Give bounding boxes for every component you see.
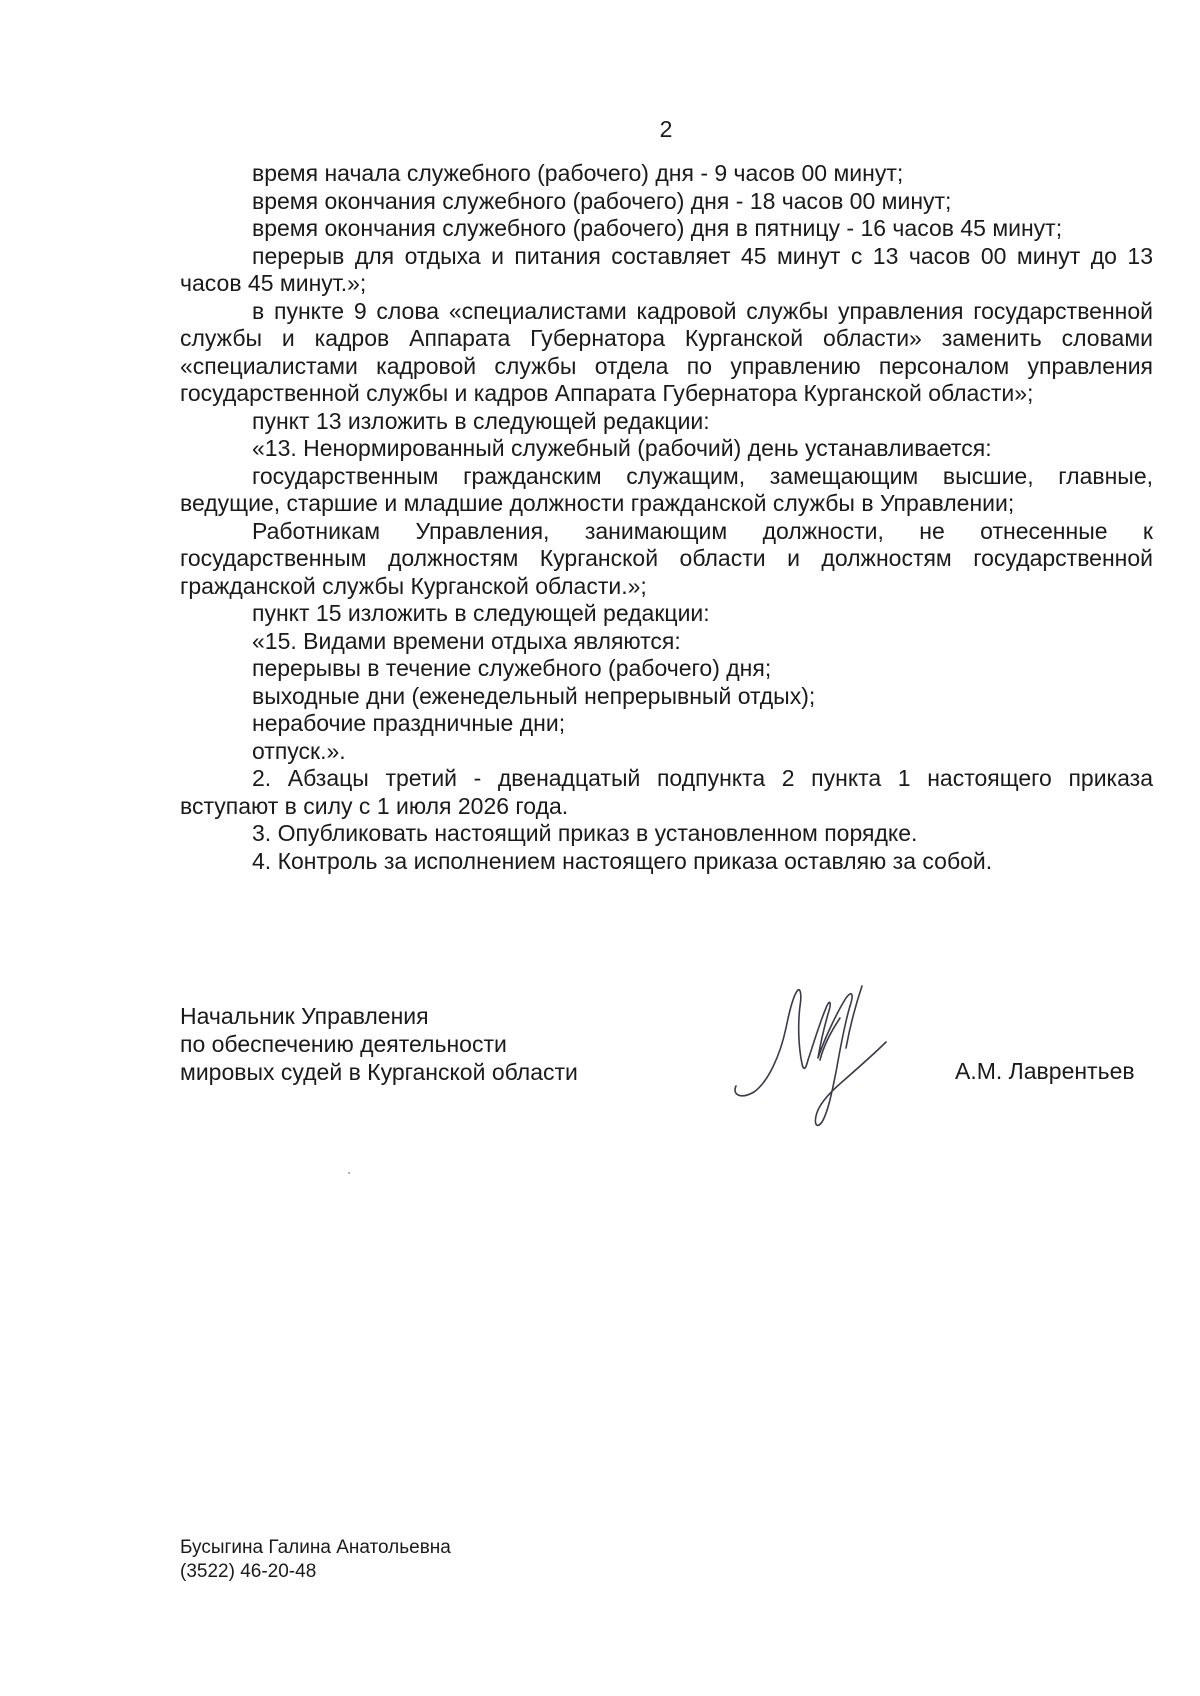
- paragraph: в пункте 9 слова «специалистами кадровой службы управления государственной службы и кадров Аппарата Губернатора Курганской области» заменить словами «специалистами кадровой службы отдела по управлению персоналом управления государственной службы и кадров Аппарата Губернатора Курганской области»;: [180, 297, 1153, 406]
- paragraph: пункт 15 изложить в следующей редакции:: [252, 600, 710, 626]
- paragraph: время окончания служебного (рабочего) дня в пятницу - 16 часов 45 минут;: [252, 215, 1063, 241]
- signatory-title-line: по обеспечению деятельности: [180, 1031, 507, 1057]
- scan-speck: [348, 1172, 350, 1174]
- paragraph: 4. Контроль за исполнением настоящего приказа оставляю за собой.: [252, 847, 993, 874]
- paragraph: нерабочие праздничные дни;: [252, 710, 566, 736]
- paragraph: время начала служебного (рабочего) дня - 9 часов 00 минут;: [252, 160, 904, 186]
- paragraph: отпуск.».: [252, 737, 346, 764]
- page-number: 2: [659, 116, 673, 142]
- paragraph: время окончания служебного (рабочего) дня - 18 часов 00 минут;: [252, 187, 952, 214]
- paragraph: Работникам Управления, занимающим должности, не отнесенные к государственным должностям Курганской области и должностям государственной гражданской службы Курганской области.»;: [180, 517, 1153, 599]
- signatory-name: А.М. Лаврентьев: [955, 1058, 1135, 1084]
- signatory-title: [180, 1002, 578, 1086]
- paragraph: «15. Видами времени отдыха являются:: [252, 627, 681, 654]
- paragraph: государственным гражданским служащим, замещающим высшие, главные, ведущие, старшие и младшие должности гражданской службы в Управлении;: [180, 462, 1153, 516]
- paragraph: перерыв для отдыха и питания составляет 45 минут с 13 часов 00 минут до 13 часов 45 минут.»;: [180, 242, 1153, 296]
- handwritten-signature: [728, 968, 918, 1138]
- contact-block: [180, 1536, 451, 1584]
- paragraph: «13. Ненормированный служебный (рабочий) день устанавливается:: [252, 435, 992, 461]
- contact-name: Бусыгина Галина Анатольевна: [180, 1537, 451, 1558]
- contact-phone: (3522) 46-20-48: [180, 1561, 317, 1582]
- signatory-title-line: Начальник Управления: [180, 1003, 429, 1029]
- signatory-title-line: мировых судей в Курганской области: [180, 1059, 578, 1085]
- paragraph: выходные дни (еженедельный непрерывный отдых);: [252, 682, 816, 709]
- document-body: [180, 160, 1153, 875]
- paragraph: 2. Абзацы третий - двенадцатый подпункта 2 пункта 1 настоящего приказа вступают в силу с 1 июля 2026 года.: [180, 765, 1153, 819]
- paragraph: 3. Опубликовать настоящий приказ в установленном порядке.: [252, 820, 918, 846]
- paragraph: перерывы в течение служебного (рабочего) дня;: [252, 655, 772, 681]
- paragraph: пункт 13 изложить в следующей редакции:: [252, 407, 710, 434]
